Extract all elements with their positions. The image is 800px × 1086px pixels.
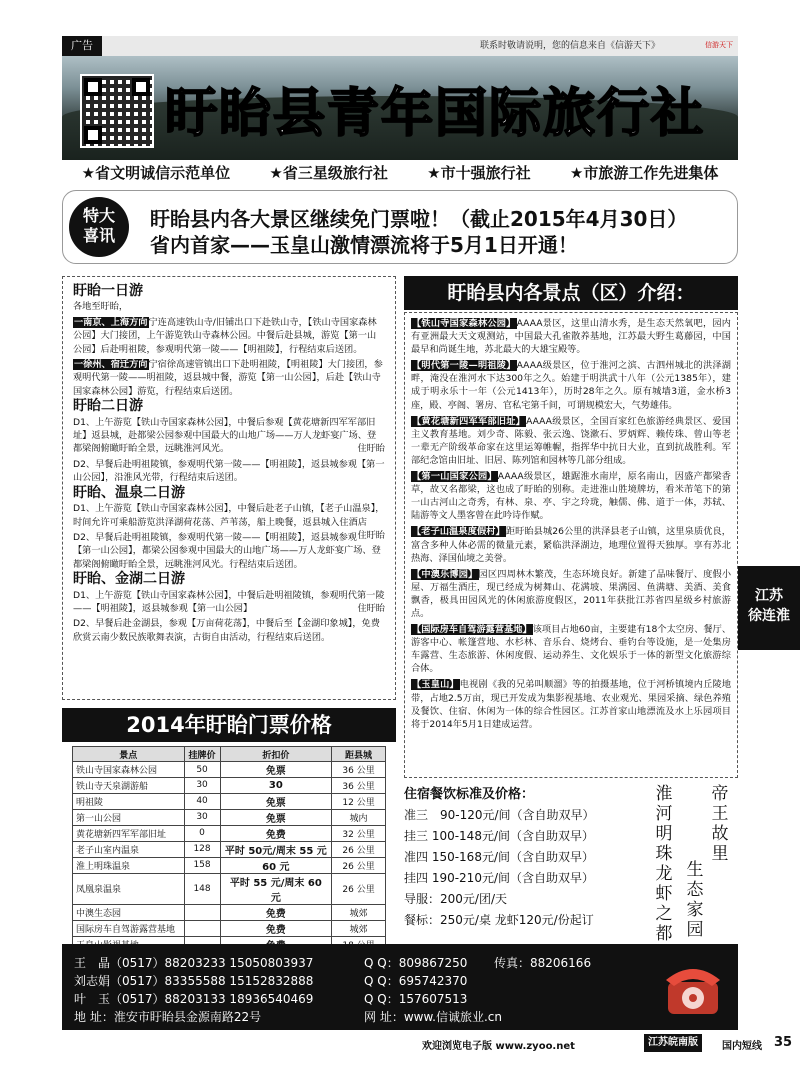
contact-panel	[62, 944, 738, 1030]
slogan-col: 帝王故里	[711, 784, 729, 864]
table-cell: 148	[184, 873, 220, 904]
tour-day: D2、早餐后赴明祖陵镇，参观明代第一陵——【明祖陵】，返县城参观【第一山公园】，沿淮风光带，行程结束后送团。	[73, 458, 385, 484]
agency-title: 盱眙县青年国际旅行社	[165, 83, 706, 144]
table-row	[73, 762, 386, 778]
honor-item: ★市十强旅行社	[427, 163, 531, 182]
honor-item: ★市旅游工作先进集体	[569, 163, 719, 182]
ad-tag: 广告	[62, 36, 102, 56]
table-row	[73, 778, 386, 793]
publication-logo: 信游天下	[705, 41, 733, 49]
honor-item: ★省三星级旅行社	[269, 163, 388, 182]
contact-person: 叶 玉（0517）88203133 18936540469	[74, 992, 314, 1006]
region-tab: 江苏 徐连淮	[738, 566, 800, 650]
table-cell: 铁山寺天泉湖游船	[73, 778, 185, 793]
slogan-col: 淮河明珠	[655, 784, 673, 864]
table-cell: 60 元	[220, 857, 332, 873]
table-cell: 12 公里	[332, 793, 386, 809]
scenic-intro	[404, 312, 738, 778]
contact-qq: Q Q：695742370	[364, 974, 468, 988]
telephone-icon	[658, 952, 728, 1022]
contact-qq: Q Q：809867250	[364, 956, 468, 970]
section-label: 国内短线	[722, 1041, 762, 1052]
contact-person: 刘志娟（0517）83355588 15152832888	[74, 974, 314, 988]
table-row	[73, 841, 386, 857]
table-cell: 国际房车自驾游露营基地	[73, 920, 185, 936]
tour-title: 盱眙、金湖二日游	[73, 571, 185, 588]
table-cell	[184, 904, 220, 920]
tour-intro: 各地至盱眙，	[73, 301, 129, 313]
table-cell: 36 公里	[332, 778, 386, 793]
table-cell: 平时 50元/周末 55 元	[220, 841, 332, 857]
contact-person: 王 晶（0517）88203233 15050803937	[74, 956, 314, 970]
announcement-line-1: 盱眙县内各大景区继续免门票啦！（截止2015年4月30日）	[150, 207, 688, 231]
table-row	[73, 793, 386, 809]
news-badge: 特大 喜讯	[69, 197, 129, 257]
table-cell: 中澳生态园	[73, 904, 185, 920]
table-cell: 0	[184, 825, 220, 841]
price-line: 挂四 190-210元/间（含自助双早）	[404, 871, 594, 885]
table-cell: 老子山室内温泉	[73, 841, 185, 857]
table-cell: 平时 55 元/周末 60 元	[220, 873, 332, 904]
col-header: 距县城	[332, 747, 386, 762]
table-cell: 城内	[332, 809, 386, 825]
scenic-item: 【明代第一陵—明祖陵】AAAA级景区，位于淮河之滨、古泗州城北的洪泽湖畔，淹没在淮河水下达300年之久。始建于明洪武十八年（公元1385年），建成于明永乐十一年（公元1413年），历时28年之久。原有城墙3道，金水桥3座，殿、亭阁、署房、官私宅第千间，可谓规模宏大，气势雄伟。	[411, 360, 731, 411]
contact-website: 网 址：www.信诚旅业.cn	[364, 1010, 502, 1024]
table-cell: 30	[220, 778, 332, 793]
honors-row	[62, 160, 738, 184]
table-cell: 免费	[220, 904, 332, 920]
table-row	[73, 873, 386, 904]
table-cell: 32 公里	[332, 825, 386, 841]
table-cell: 城郊	[332, 904, 386, 920]
table-cell: 免票	[220, 809, 332, 825]
table-header-row	[73, 747, 386, 762]
table-cell: 36 公里	[332, 762, 386, 778]
slogan-col: 龙虾之都	[655, 864, 673, 944]
table-cell: 40	[184, 793, 220, 809]
table-cell: 26 公里	[332, 873, 386, 904]
scenic-item: 【老子山温泉度假村】距盱眙县城26公里的洪泽县老子山镇，这里泉质优良，富含多种人体必需的微量元素，紧临洪泽湖边，地理位置得天独厚。享有苏北热海、泽国仙境之美誉。	[411, 526, 731, 564]
table-cell: 淮上明珠温泉	[73, 857, 185, 873]
accommodation-title: 住宿餐饮标准及价格：	[404, 787, 535, 802]
tour-title: 盱眙、温泉二日游	[73, 484, 185, 501]
table-cell: 26 公里	[332, 841, 386, 857]
price-title: 2014年盱眙门票价格	[62, 708, 396, 742]
table-cell: 铁山寺国家森林公园	[73, 762, 185, 778]
col-header: 折扣价	[220, 747, 332, 762]
tour-day: D1、上午游览【铁山寺国家森林公园】，中餐后赴老子山镇，【老子山温泉】，时间允许可乘船游览洪泽湖荷花荡、芦苇荡，船上晚餐，返县城入住酒店 住盱眙	[73, 503, 385, 541]
scenic-item: 【黄花塘新四军军部旧址】AAAA级景区，全国百家红色旅游经典景区、爱国主义教育基地。刘少奇、陈毅、张云逸、饶漱石、罗炳辉、赖传珠、曾山等老一辈无产阶级革命家在这里运筹帷幄，指挥华中抗日大业，直到抗战胜利。军部纪念馆由旧址、旧居、陈列馆和园林等几部分组成。	[411, 415, 731, 466]
slogan-col: 生态家园	[686, 860, 704, 940]
table-cell: 免票	[220, 762, 332, 778]
table-cell: 免费	[220, 920, 332, 936]
tour-title: 盱眙一日游	[73, 283, 143, 299]
tour-day: D1、上午游览【铁山寺国家森林公园】，中餐后赴明祖陵镇，参观明代第一陵——【明祖陵】，返县城参观【第一山公园】 住盱眙	[73, 589, 385, 614]
table-row	[73, 809, 386, 825]
col-header: 挂牌价	[184, 747, 220, 762]
table-cell: 免票	[220, 793, 332, 809]
table-cell: 第一山公园	[73, 809, 185, 825]
announcement-line-2: 省内首家——玉皇山激情漂流将于5月1日开通！	[150, 233, 578, 257]
contact-fax: 传真：88206166	[494, 956, 592, 970]
table-cell: 凤凰泉温泉	[73, 873, 185, 904]
contact-qq: Q Q：157607513	[364, 992, 468, 1006]
honor-item: ★省文明诚信示范单位	[81, 163, 231, 182]
price-table	[72, 746, 386, 953]
price-line: 准三 90-120元/间（含自助双早）	[404, 808, 595, 822]
page-number: 35	[774, 1035, 793, 1050]
table-cell: 30	[184, 809, 220, 825]
table-cell: 黄花塘新四军军部旧址	[73, 825, 185, 841]
col-header: 景点	[73, 747, 185, 762]
scenic-title: 盱眙县内各景点（区）介绍：	[404, 276, 738, 310]
edition-label: 江苏皖南版	[644, 1034, 702, 1052]
scenic-item: 【中澳乐博园】园区四周林木繁茂，生态环境良好。新建了品味餐厅、度假小屋、万福生酒庄，现已经成为树舞山、花满坡、果满园、鱼满塘、美酒、美食飘香，极具田园风光的休闲旅游度假区，2011年获批江苏省四星级乡村旅游点。	[411, 568, 732, 619]
table-row	[73, 825, 386, 841]
table-cell: 50	[184, 762, 220, 778]
table-cell: 128	[184, 841, 220, 857]
scenic-item: 【铁山寺国家森林公园】AAAA景区，这里山清水秀，是生态天然氧吧，园内有亚洲最大天文观测站，中国最大孔雀散养基地，江苏最大野生葛藤园，中国最早和尚诞生地，苏北最大的大雄宝殿等。	[411, 318, 731, 356]
qr-code[interactable]	[80, 74, 154, 148]
tour-route: 一南京、上海方向宁连高速铁山寺/旧铺出口下赴铁山寺，【铁山寺国家森林公园】大门接团，上午游览铁山寺森林公园。中餐后赴县城，游览【第一山公园】后赴明祖陵，参观明代第一陵——【明祖陵】，行程结束后送团。	[73, 316, 377, 355]
price-line: 准四 150-168元/间（含自助双早）	[404, 850, 594, 864]
accommodation-prices	[404, 784, 644, 931]
price-line: 挂三 100-148元/间（含自助双早）	[404, 829, 594, 843]
tour-day: D2、早餐后赴明祖陵镇，参观明代第一陵——【明祖陵】，返县城参观【第一山公园】，都梁公园参观中国最大的山地广场——万人龙虾宴广场、登都梁阁俯瞰盱眙全景，远眺淮河风光。行程结束后送团。	[73, 531, 381, 570]
tour-day: D1、上午游览【铁山寺国家森林公园】，中餐后参观【黄花塘新四军军部旧址】返县城，赴都梁公园参观中国最大的山地广场——万人龙虾宴广场、登都梁阁俯瞰盱眙全景，远眺淮河风光。 住盱眙	[73, 416, 385, 455]
scenic-item: 【国际房车自驾游露营基地】该项目占地60亩，主要建有18个太空房、餐厅、游客中心、帐篷营地、水杉林、音乐台、烧烤台、垂钓台等设施，是一处集房车露营、生态旅游、休闲度假、运动养生、文化娱乐于一体的新型文化旅游综合体。	[411, 624, 731, 675]
slogan-poem	[652, 784, 738, 944]
footer-website: 欢迎浏览电子版 www.zyoo.net	[422, 1041, 575, 1052]
tour-day: D2、早餐后赴金湖县，参观【万亩荷花荡】，中餐后至【金湖印象城】，免费欣赏云南少数民族歌舞表演，古街自由活动，行程结束后送团。	[73, 618, 380, 643]
header-message: 联系时敬请说明，您的信息来自《信游天下》	[480, 41, 661, 51]
table-row	[73, 904, 386, 920]
table-cell: 城郊	[332, 920, 386, 936]
price-line: 导服：200元/团/天	[404, 892, 507, 906]
table-cell: 26 公里	[332, 857, 386, 873]
tour-title: 盱眙二日游	[73, 398, 143, 415]
table-row	[73, 857, 386, 873]
scenic-item: 【第一山国家公园】AAAA级景区，雄踞淮水南岸，原名南山，因盛产都梁香草，故又名都梁，这也成了盱眙的别称。走进淮山胜境牌坊，看米芾笔下的第一山古河山之奇秀，有林、泉、亭、宇之玲珑，触儒、佛、道于一体，苏轼、陆游等文人墨客曾在此吟诗作赋。	[411, 471, 731, 522]
tour-itineraries	[62, 276, 396, 700]
scenic-item: 【玉皇山】电视剧《我的兄弟叫顺溜》等的拍摄基地，位于河桥镇境内丘陵地带，占地2.5万亩，现已开发成为集影视基地、农业观光、果园采摘、绿色养殖及餐饮、住宿、休闲为一体的综合性园区。江苏首家山地漂流及水上乐园项目将于2014年5月1日建成运营。	[411, 679, 732, 730]
table-cell: 158	[184, 857, 220, 873]
table-cell	[184, 920, 220, 936]
table-cell: 明祖陵	[73, 793, 185, 809]
table-cell: 30	[184, 778, 220, 793]
price-line: 餐标：250元/桌 龙虾120元/份起订	[404, 913, 594, 927]
table-cell: 免费	[220, 825, 332, 841]
tour-route: 一徐州、宿迁方向宁宿徐高速管镇出口下赴明祖陵，【明祖陵】大门接团，参观明代第一陵——明祖陵，返县城中餐，游览【第一山公园】，后赴【铁山寺国家森林公园】游览，行程结束后送团。	[73, 359, 383, 397]
contact-address: 地 址：淮安市盱眙县金源南路22号	[74, 1010, 262, 1024]
footer	[62, 1034, 793, 1054]
table-row	[73, 920, 386, 936]
